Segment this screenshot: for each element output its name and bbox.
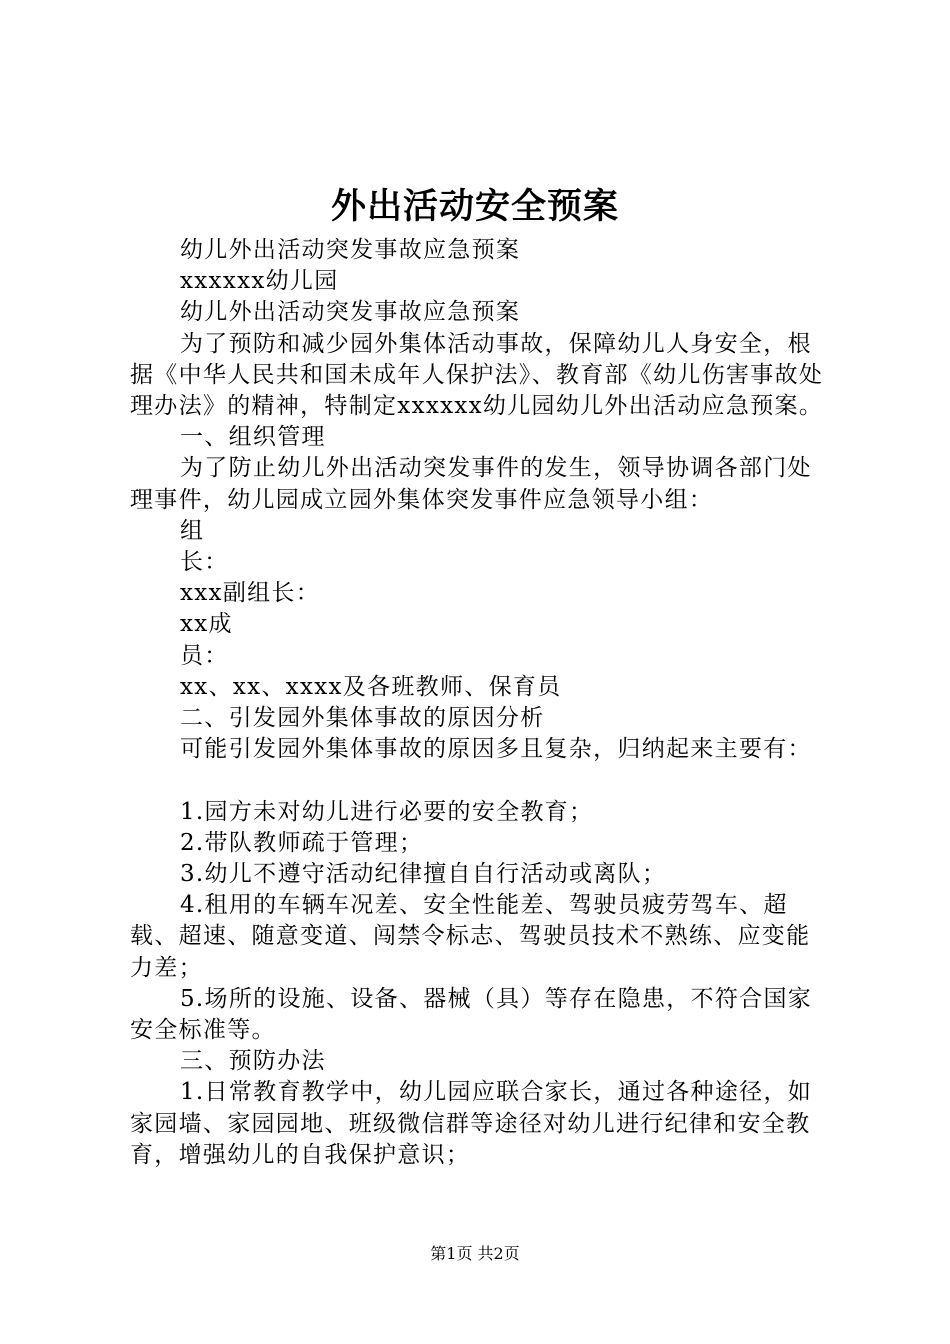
list-item-cause-4: 4.租用的车辆车况差、安全性能差、驾驶员疲劳驾车、超载、超速、随意变道、闯禁令标志、驾驶员技术不熟练、应变能力差； xyxy=(130,892,811,981)
paragraph-subtitle: 幼儿外出活动突发事故应急预案 xyxy=(180,237,521,263)
page-footer: 第1页 共2页 xyxy=(430,1244,520,1263)
paragraph-causes-intro: 可能引发园外集体事故的原因多且复杂，归纳起来主要有： xyxy=(180,736,812,763)
paragraph-intro: 为了预防和减少园外集体活动事故，保障幼儿人身安全，根据《中华人民共和国未成年人保护法》、教育部《幼儿伤害事故处理办法》的精神，特制定xxxxxx幼儿园幼儿外出活动应急预案。 xyxy=(130,330,824,420)
list-item-cause-5: 5.场所的设施、设备、器械（具）等存在隐患，不符合国家安全标准等。 xyxy=(130,985,813,1044)
paragraph-kindergarten-name: xxxxxx幼儿园 xyxy=(180,268,339,295)
blank-line xyxy=(130,765,830,796)
list-item-cause-3: 3.幼儿不遵守活动纪律擅自自行活动或离队； xyxy=(180,861,667,888)
paragraph-organization: 为了防止幼儿外出活动突发事件的发生，领导协调各部门处理事件，幼儿园成立园外集体突发事件应急领导小组： xyxy=(130,455,812,513)
list-item-cause-2: 2.带队教师疏于管理； xyxy=(180,829,424,856)
paragraph-member-label-2: 员： xyxy=(180,642,229,669)
paragraph-deputy-leader: xxx副组长： xyxy=(180,580,321,607)
list-item-cause-1: 1.园方未对幼儿进行必要的安全教育； xyxy=(180,798,594,825)
paragraph-leader-label-1: 组 xyxy=(180,517,205,544)
document-title: 外出活动安全预案 xyxy=(330,186,619,227)
paragraph-members: xx、xx、xxxx及各班教师、保育员 xyxy=(180,673,562,700)
paragraph-leader-label-2: 长： xyxy=(180,549,229,576)
section-heading-causes: 二、引发园外集体事故的原因分析 xyxy=(180,705,545,732)
section-heading-organization: 一、组织管理 xyxy=(180,424,326,451)
list-item-prevention-1: 1.日常教育教学中，幼儿园应联合家长，通过各种途径，如家园墙、家园园地、班级微信群等途径对幼儿进行纪律和安全教育，增强幼儿的自我保护意识； xyxy=(130,1079,813,1168)
section-heading-prevention: 三、预防办法 xyxy=(180,1048,326,1075)
paragraph-plan-heading: 幼儿外出活动突发事故应急预案 xyxy=(180,299,521,326)
document-body xyxy=(130,235,830,1171)
paragraph-member-label-1: xx成 xyxy=(180,611,233,638)
